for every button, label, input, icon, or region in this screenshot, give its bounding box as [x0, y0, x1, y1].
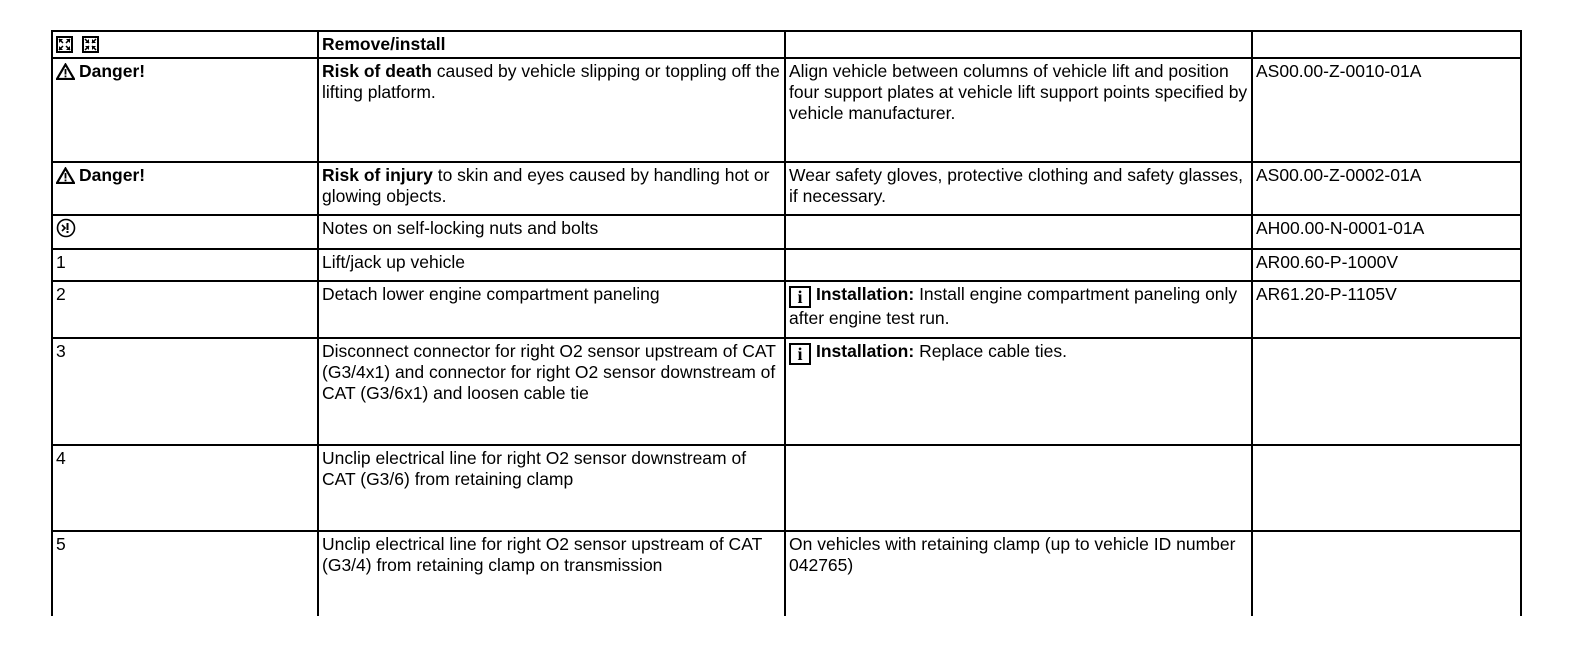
reference-link[interactable]: AS00.00-Z-0002-01A: [1252, 162, 1521, 215]
table-row: [52, 162, 1521, 215]
step-number: 4: [52, 445, 318, 531]
note-cell: Align vehicle between columns of vehicle lift and position four support plates at vehicle lift support points specified by vehicle manufacturer.: [785, 58, 1252, 162]
note-cell: [785, 215, 1252, 249]
action-cell: Lift/jack up vehicle: [318, 249, 785, 281]
action-emphasis: Risk of injury: [322, 165, 433, 185]
action-cell: Notes on self-locking nuts and bolts: [318, 215, 785, 249]
table-row: [52, 249, 1521, 281]
step-number: 1: [52, 249, 318, 281]
reference-cell: [1252, 531, 1521, 616]
table-row: [52, 445, 1521, 531]
step-cell: [52, 162, 318, 215]
action-text: caused by vehicle slipping or toppling off the lifting platform.: [322, 61, 780, 102]
header-title: Remove/install: [318, 31, 785, 58]
note-cell: [785, 338, 1252, 445]
step-label: Danger!: [79, 61, 146, 81]
reference-link[interactable]: AH00.00-N-0001-01A: [1252, 215, 1521, 249]
reference-link[interactable]: AS00.00-Z-0010-01A: [1252, 58, 1521, 162]
note-cell: [785, 445, 1252, 531]
reference-link[interactable]: AR61.20-P-1105V: [1252, 281, 1521, 338]
action-cell: [318, 162, 785, 215]
info-icon: i: [789, 286, 811, 308]
warning-triangle-icon: [56, 167, 75, 184]
note-cell: [785, 281, 1252, 338]
reference-link[interactable]: AR00.60-P-1000V: [1252, 249, 1521, 281]
self-locking-nut-icon: [56, 218, 76, 238]
header-icons-cell: [52, 31, 318, 58]
reference-cell: [1252, 338, 1521, 445]
table-header-row: [52, 31, 1521, 58]
note-cell: On vehicles with retaining clamp (up to vehicle ID number 042765): [785, 531, 1252, 616]
action-cell: Unclip electrical line for right O2 sensor downstream of CAT (G3/6) from retaining clamp: [318, 445, 785, 531]
warning-triangle-icon: [56, 63, 75, 80]
note-cell: [785, 249, 1252, 281]
table-row: [52, 215, 1521, 249]
note-emphasis: Installation:: [816, 341, 915, 361]
header-empty-cell: [1252, 31, 1521, 58]
reference-cell: [1252, 445, 1521, 531]
note-emphasis: Installation:: [816, 284, 915, 304]
step-number: 2: [52, 281, 318, 338]
step-number: 3: [52, 338, 318, 445]
step-label: Danger!: [79, 165, 146, 185]
table-row: [52, 58, 1521, 162]
note-cell: Wear safety gloves, protective clothing and safety glasses, if necessary.: [785, 162, 1252, 215]
info-icon: i: [789, 343, 811, 365]
procedure-table: [51, 30, 1522, 616]
note-text: Install engine compartment paneling only after engine test run.: [789, 284, 1238, 328]
action-emphasis: Risk of death: [322, 61, 432, 81]
action-cell: Disconnect connector for right O2 sensor upstream of CAT (G3/4x1) and connector for right O2 sensor downstream of CAT (G3/6x1) and loosen cable tie: [318, 338, 785, 445]
action-cell: Detach lower engine compartment paneling: [318, 281, 785, 338]
table-row: [52, 531, 1521, 616]
note-text: Replace cable ties.: [914, 341, 1067, 361]
step-number: 5: [52, 531, 318, 616]
table-row: [52, 281, 1521, 338]
header-empty-cell: [785, 31, 1252, 58]
action-cell: Unclip electrical line for right O2 sensor upstream of CAT (G3/4) from retaining clamp on transmission: [318, 531, 785, 616]
step-cell: [52, 215, 318, 249]
table-row: [52, 338, 1521, 445]
action-text: to skin and eyes caused by handling hot or glowing objects.: [322, 165, 770, 206]
expand-arrows-icon[interactable]: [56, 36, 73, 53]
action-cell: [318, 58, 785, 162]
step-cell: [52, 58, 318, 162]
collapse-arrows-icon[interactable]: [82, 36, 99, 53]
